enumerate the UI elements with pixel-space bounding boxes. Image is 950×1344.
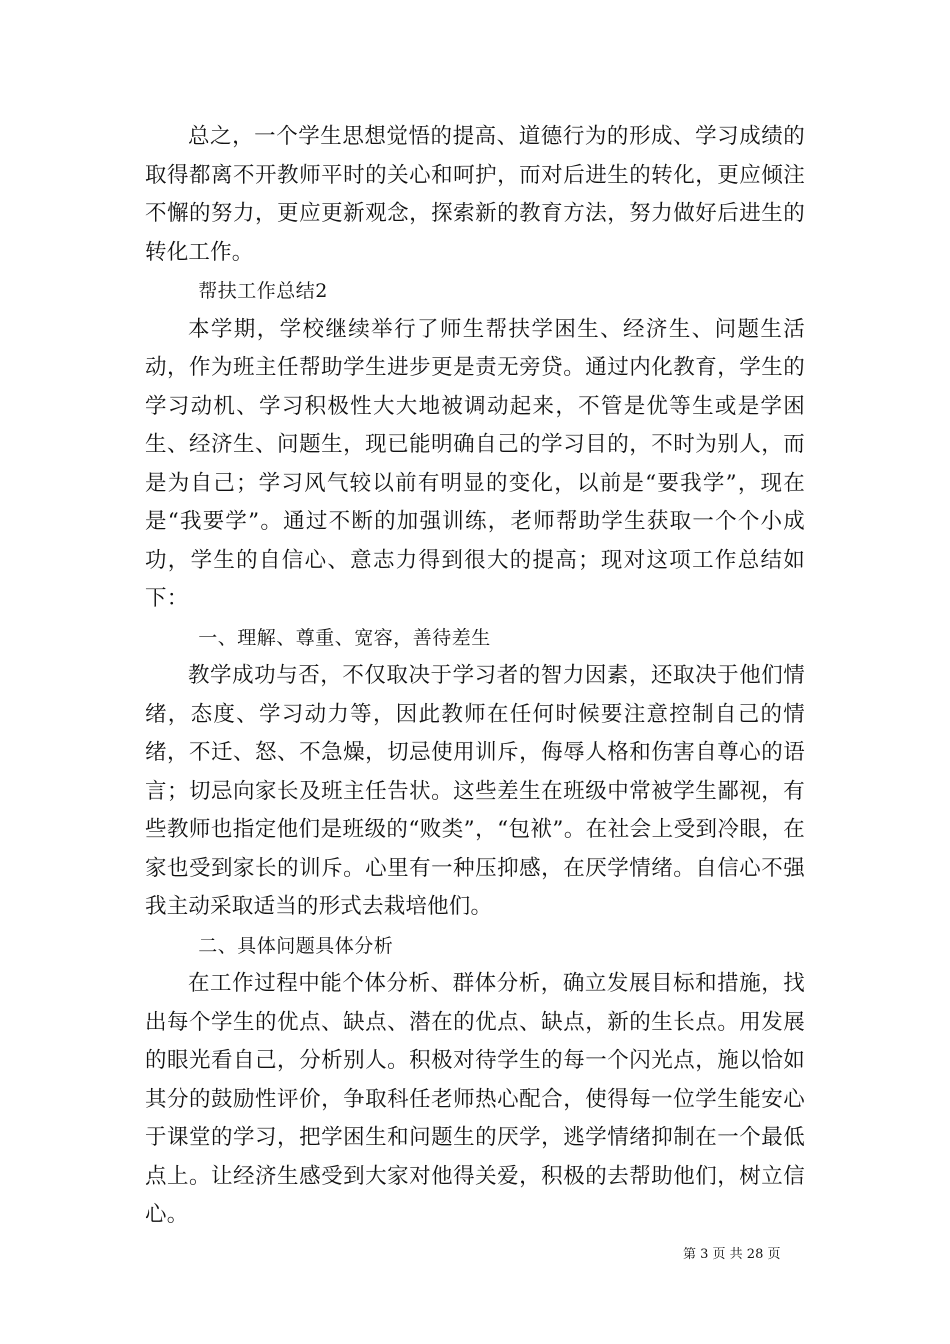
paragraph-conclusion: 总之，一个学生思想觉悟的提高、道德行为的形成、学习成绩的取得都离不开教师平时的关心和呵护，而对后进生的转化，更应倾注不懈的努力，更应更新观念，探索新的教育方法，努力做好后进生的转化工作。 (145, 124, 805, 265)
paragraph-intro: 本学期，学校继续举行了师生帮扶学困生、经济生、问题生活动，作为班主任帮助学生进步更是责无旁贷。通过内化教育，学生的学习动机、学习积极性大大地被调动起来，不管是优等生或是学困生、经济生、问题生，现已能明确自己的学习目的，不时为别人，而是为自己；学习风气较以前有明显的变化，以前是“要我学”，现在是“我要学”。通过不断的加强训练，老师帮助学生获取一个个小成功，学生的自信心、意志力得到很大的提高；现对这项工作总结如下： (145, 316, 805, 611)
paragraph-part-two: 在工作过程中能个体分析、群体分析，确立发展目标和措施，找出每个学生的优点、缺点、潜在的优点、缺点，新的生长点。用发展的眼光看自己，分析别人。积极对待学生的每一个闪光点，施以恰如其分的鼓励性评价，争取科任老师热心配合，使得每一位学生能安心于课堂的学习，把学困生和问题生的厌学，逃学情绪抑制在一个最低点上。让经济生感受到大家对他得关爱，积极的去帮助他们，树立信心。 (145, 971, 805, 1227)
paragraph-part-one: 教学成功与否，不仅取决于学习者的智力因素，还取决于他们情绪，态度、学习动力等，因此教师在任何时候要注意控制自己的情绪，不迁、怒、不急燥，切忌使用训斥，侮辱人格和伤害自尊心的语言；切忌向家长及班主任告状。这些差生在班级中常被学生鄙视，有些教师也指定他们是班级的“败类”，“包袱”。在社会上受到冷眼，在家也受到家长的训斥。心里有一种压抑感，在厌学情绪。自信心不强我主动采取适当的形式去栽培他们。 (145, 663, 805, 919)
page-number: 第 3 页 共 28 页 (683, 1247, 781, 1262)
heading-part-two: 二、具体问题具体分析 (198, 934, 394, 957)
section-title-summary-2: 帮扶工作总结2 (198, 280, 328, 302)
heading-part-one: 一、理解、尊重、宽容，善待差生 (198, 626, 491, 649)
document-body (145, 118, 805, 1235)
